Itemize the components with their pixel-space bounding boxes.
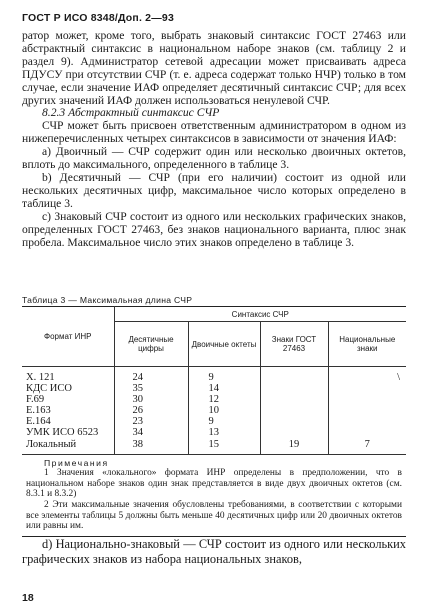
table-caption: Таблица 3 — Максимальная длина СЧР bbox=[22, 295, 193, 305]
page-number: 18 bbox=[22, 592, 34, 604]
paragraph-item-b: b) Десятичный — СЧР (при его наличии) состоит из одной или нескольких десятичных цифр, максимальное число которых определено в таблице 3. bbox=[22, 170, 406, 210]
empty-space bbox=[261, 372, 328, 439]
header-national: Национальные знаки bbox=[328, 322, 406, 367]
cell-format: E.163 bbox=[26, 405, 51, 417]
cell-binary: 9 bbox=[208, 372, 214, 383]
table-header-row-1 bbox=[22, 307, 406, 322]
cell-binary: 12 bbox=[208, 394, 219, 406]
column-chars bbox=[260, 367, 328, 455]
cell-format: Локальный bbox=[26, 438, 77, 450]
cell-national: \ bbox=[397, 372, 400, 383]
cell-binary: 9 bbox=[208, 416, 214, 428]
section-heading: 8.2.3 Абстрактный синтаксис СЧР bbox=[42, 106, 220, 120]
header-syntax-group: Синтаксис СЧР bbox=[114, 307, 406, 322]
paragraph-item-d: d) Национально-знаковый — СЧР состоит из одного или нескольких графических знаков из набора национальных знаков, bbox=[22, 537, 406, 566]
cell-decimal: 26 bbox=[132, 405, 143, 417]
column-national bbox=[328, 367, 406, 455]
table-max-length bbox=[22, 306, 406, 537]
cell-binary: 10 bbox=[208, 405, 219, 417]
cell-decimal: 38 bbox=[132, 438, 143, 450]
cell-format: КДС ИСО bbox=[26, 383, 72, 395]
notes-title: Примечания bbox=[44, 457, 109, 468]
paragraph-item-a: а) Двоичный — СЧР содержит один или несколько двоичных октетов, вплоть до максимального, определенного в таблице 3. bbox=[22, 145, 406, 172]
column-decimal bbox=[114, 367, 188, 455]
header-format: Формат ИНР bbox=[22, 307, 114, 367]
empty-space bbox=[329, 383, 407, 439]
cell-decimal: 23 bbox=[132, 416, 143, 428]
cell-binary: 13 bbox=[208, 427, 219, 439]
note-1: 1 Значения «локального» формата ИНР определены в предположении, что в национальном наборе знаков один знак представляется в виде двух двоичных октетов (см. 8.3.1 и 8.3.2) bbox=[26, 468, 402, 500]
table-notes-row bbox=[22, 454, 406, 536]
cell-decimal: 34 bbox=[132, 427, 143, 439]
cell-format: УМК ИСО 6523 bbox=[26, 427, 99, 439]
paragraph-intro: СЧР может быть присвоен ответственным администратором в одном из нижеперечисленных четырех синтаксисов в зависимости от значения ИАФ: bbox=[22, 119, 406, 146]
cell-decimal: 35 bbox=[132, 383, 143, 395]
column-binary bbox=[188, 367, 260, 455]
note-2: 2 Эти максимальные значения обусловлены требованиями, в соответствии с которыми все элементы таблицы 5 должны быть меньше 40 десятичных цифр или 20 двоичных октетов или равны им. bbox=[26, 500, 402, 532]
text-block-top bbox=[22, 30, 406, 249]
table-notes bbox=[22, 454, 406, 536]
paragraph-continuation: ратор может, кроме того, выбрать знаковый синтаксис ГОСТ 27463 или абстрактный синтаксис в национальном наборе знаков (см. таблицу 2 и раздел 9). Администратор сетевой адресации может присваивать адреса ПДУСУ при отсутствии СЧР (т. е. адреса содержат только НЧР) только в том случае, если значение ИАФ определяет десятичный синтаксис СЧР; для всех других значений ИАФ должен использоваться ненулевой СЧР. bbox=[22, 29, 406, 107]
cell-decimal: 30 bbox=[132, 394, 143, 406]
header-chars: Знаки ГОСТ 27463 bbox=[260, 322, 328, 367]
text-block-bottom bbox=[22, 537, 406, 566]
cell-binary: 15 bbox=[208, 438, 219, 450]
table-data bbox=[22, 367, 406, 455]
header-binary: Двоичные октеты bbox=[188, 322, 260, 367]
cell-decimal: 24 bbox=[132, 372, 143, 383]
document-header: ГОСТ Р ИСО 8348/Доп. 2—93 bbox=[22, 12, 174, 24]
cell-national: 7 bbox=[364, 438, 370, 450]
cell-format: X. 121 bbox=[26, 372, 55, 383]
column-format bbox=[22, 367, 114, 455]
cell-chars: 19 bbox=[288, 438, 300, 450]
header-decimal: Десятичные цифры bbox=[114, 322, 188, 367]
paragraph-item-c: c) Знаковый СЧР состоит из одного или нескольких графических знаков, определенных ГОСТ 27463, без знаков национального варианта, плюс знак пробела. Максимальное число этих знаков определено в таблице 3. bbox=[22, 209, 406, 249]
cell-format: F.69 bbox=[26, 394, 45, 406]
cell-binary: 14 bbox=[208, 383, 219, 395]
cell-format: E.164 bbox=[26, 416, 51, 428]
